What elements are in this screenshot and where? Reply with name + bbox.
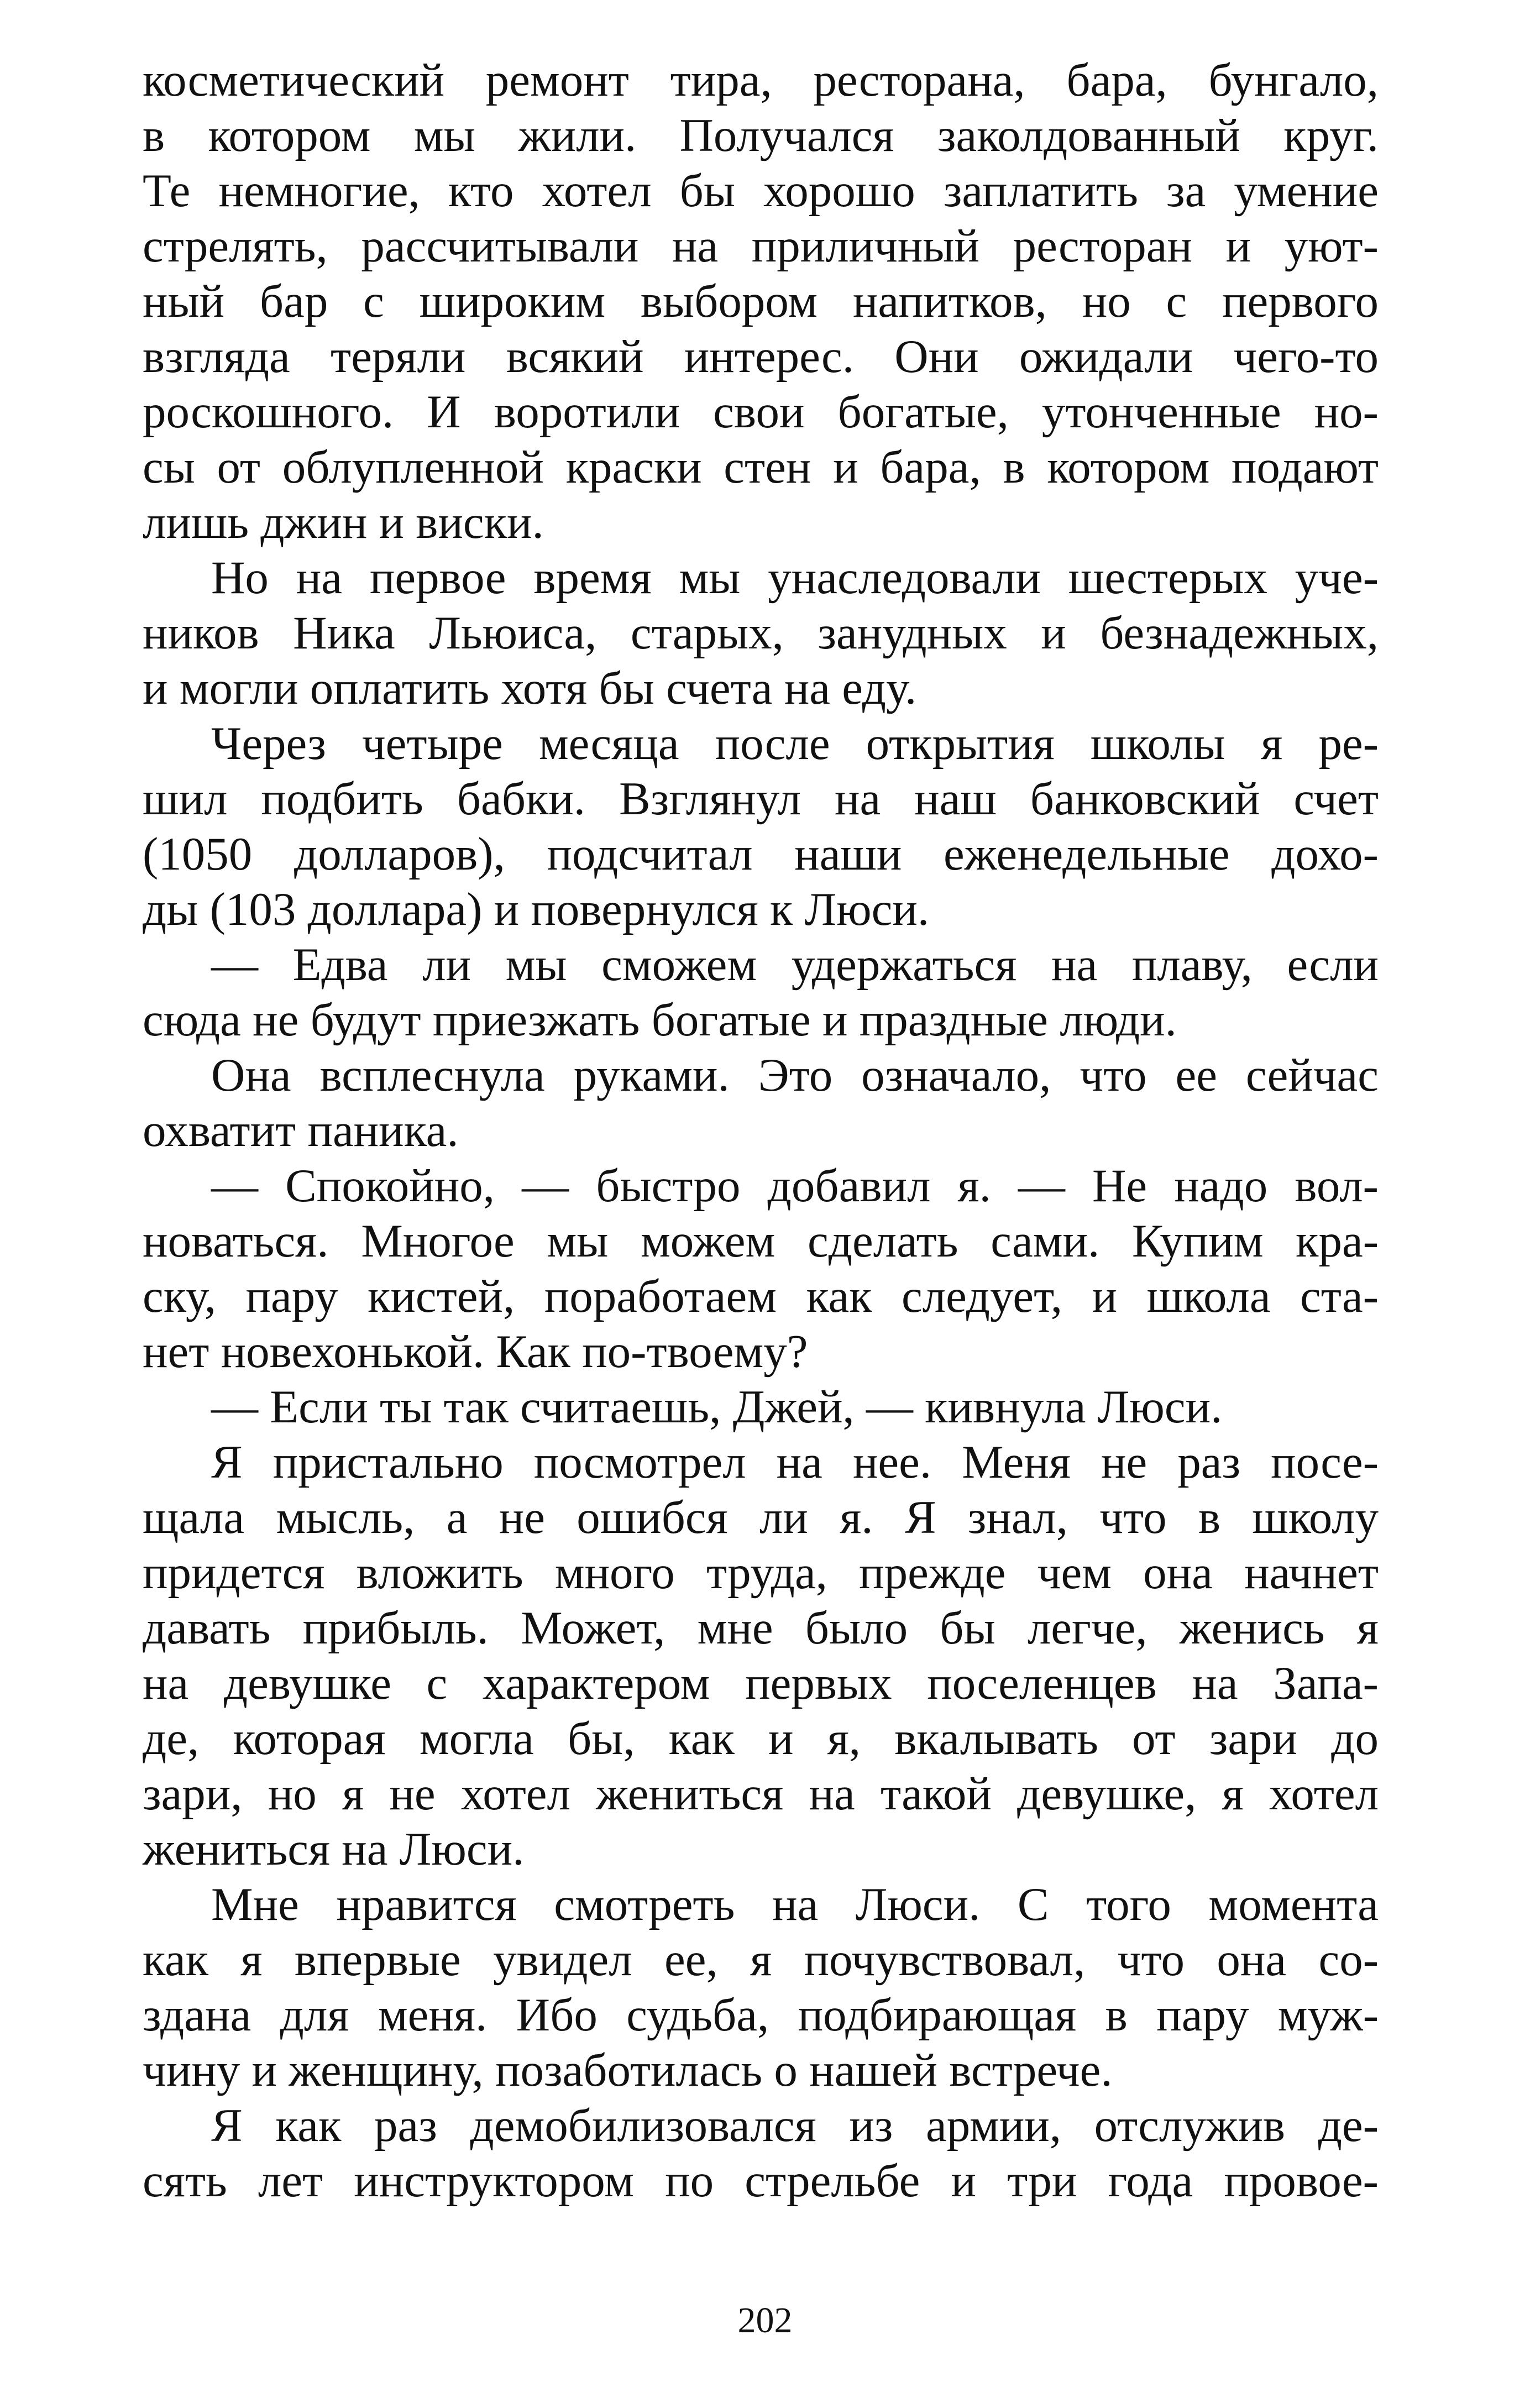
- text-line: сюда не будут приезжать богатые и праздные люди.: [143, 994, 1177, 1046]
- text-line: стрелять, рассчитывали на приличный ресторан и уют-: [143, 220, 1379, 272]
- text-line: сять лет инструктором по стрельбе и три года провое-: [143, 2155, 1379, 2207]
- text-line: на девушке с характером первых поселенцев на Запа-: [143, 1657, 1379, 1709]
- paragraph: [143, 2098, 1379, 2208]
- text-line: охватит паника.: [143, 1104, 459, 1156]
- text-line: Те немногие, кто хотел бы хорошо заплатить за умение: [143, 165, 1379, 217]
- text-line: ников Ника Льюиса, старых, занудных и безнадежных,: [143, 607, 1379, 659]
- text-line: шил подбить бабки. Взглянул на наш банковский счет: [143, 773, 1379, 825]
- text-line: взгляда теряли всякий интерес. Они ожидали чего-то: [143, 331, 1379, 383]
- text-line: Но на первое время мы унаследовали шестерых уче-: [211, 552, 1379, 604]
- text-line: и могли оплатить хотя бы счета на еду.: [143, 662, 917, 714]
- text-line: ды (103 доллара) и повернулся к Люси.: [143, 883, 930, 935]
- text-line: зари, но я не хотел жениться на такой девушке, я хотел: [143, 1768, 1379, 1820]
- text-line: давать прибыль. Может, мне было бы легче, женись я: [143, 1602, 1379, 1654]
- text-line: — Едва ли мы сможем удержаться на плаву, если: [211, 939, 1379, 991]
- paragraph: [143, 937, 1379, 1048]
- page-number: 202: [737, 2300, 793, 2341]
- paragraph: [143, 1379, 1379, 1435]
- paragraph: [143, 1435, 1379, 1877]
- text-line: придется вложить много труда, прежде чем она начнет: [143, 1547, 1379, 1599]
- text-line: сы от облупленной краски стен и бара, в котором подают: [143, 441, 1379, 493]
- text-line: Я как раз демобилизовался из армии, отслужив де-: [211, 2100, 1379, 2152]
- text-line: (1050 долларов), подсчитал наши еженедельные дохо-: [143, 828, 1379, 880]
- paragraph: [143, 550, 1379, 716]
- paragraph: [143, 1158, 1379, 1379]
- text-line: косметический ремонт тира, ресторана, бара, бунгало,: [143, 54, 1379, 106]
- text-line: жениться на Люси.: [143, 1823, 525, 1875]
- paragraph: [143, 1877, 1379, 2098]
- paragraph: [143, 716, 1379, 937]
- text-line: ску, пару кистей, поработаем как следует, и школа ста-: [143, 1270, 1379, 1322]
- text-line: ный бар с широким выбором напитков, но с первого: [143, 275, 1379, 327]
- paragraph: [143, 53, 1379, 550]
- text-line: как я впервые увидел ее, я почувствовал, что она со-: [143, 1934, 1379, 1986]
- text-line: роскошного. И воротили свои богатые, утонченные но-: [143, 386, 1379, 438]
- body-text: [143, 53, 1379, 2208]
- text-line: здана для меня. Ибо судьба, подбирающая в пару муж-: [143, 1989, 1379, 2041]
- text-line: Мне нравится смотреть на Люси. С того момента: [211, 1878, 1379, 1930]
- text-line: — Если ты так считаешь, Джей, — кивнула Люси.: [211, 1381, 1223, 1433]
- text-line: нет новехонькой. Как по-твоему?: [143, 1326, 808, 1378]
- paragraph: [143, 1048, 1379, 1158]
- text-line: Она всплеснула руками. Это означало, что ее сейчас: [211, 1049, 1379, 1101]
- text-line: — Спокойно, — быстро добавил я. — Не надо вол-: [211, 1160, 1379, 1212]
- text-line: Через четыре месяца после открытия школы я ре-: [211, 718, 1379, 769]
- text-line: новаться. Многое мы можем сделать сами. Купим кра-: [143, 1215, 1379, 1267]
- text-line: Я пристально посмотрел на нее. Меня не раз посе-: [211, 1436, 1379, 1488]
- text-line: щала мысль, а не ошибся ли я. Я знал, что в школу: [143, 1491, 1379, 1543]
- text-line: в котором мы жили. Получался заколдованный круг.: [143, 109, 1379, 161]
- text-line: де, которая могла бы, как и я, вкалывать от зари до: [143, 1713, 1379, 1765]
- text-line: лишь джин и виски.: [143, 496, 544, 548]
- text-line: чину и женщину, позаботилась о нашей встрече.: [143, 2044, 1113, 2096]
